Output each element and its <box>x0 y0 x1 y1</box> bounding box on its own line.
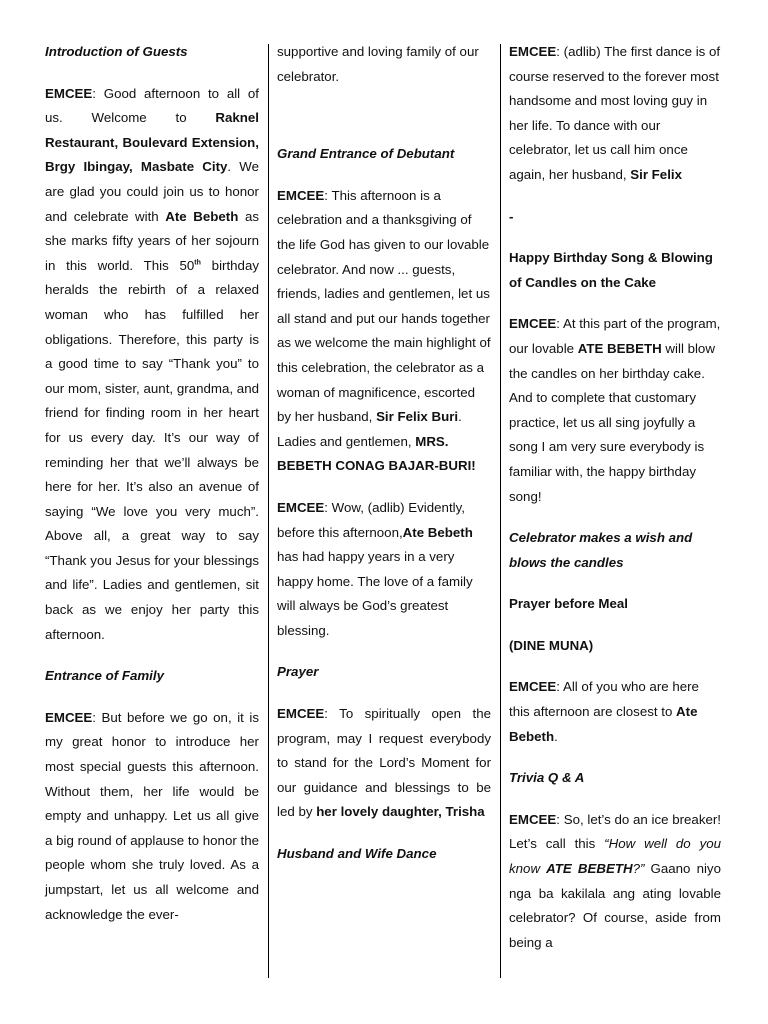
heading-prayer-before-meal: Prayer before Meal <box>509 596 628 612</box>
heading-husband-wife-dance: Husband and Wife Dance <box>277 846 437 862</box>
paragraph-family: EMCEE: But before we go on, it is my great honor to introduce her most special guests this afternoon. Without them, her life would be empty and unhappy. Let us all give a big round of applause to honor the people whom she truly loved. As a jumpstart, let us all welcome and acknowledge the ever- <box>45 709 259 922</box>
celebrator-name: Ate Bebeth <box>509 704 698 744</box>
celebrator-name: Ate Bebeth <box>402 524 473 540</box>
paragraph-happy-home: EMCEE: Wow, (adlib) Evidently, before this afternoon,Ate Bebeth has had happy years in a very happy home. The love of a family will always be God’s greatest blessing. <box>277 499 473 638</box>
ordinal-suffix: th <box>194 259 201 267</box>
column-3 <box>509 40 721 972</box>
column-divider-left <box>268 44 269 978</box>
trivia-title-start: “How well do you know <box>509 836 722 877</box>
paragraph-welcome: EMCEE: Good afternoon to all of us. Welcome to Raknel Restaurant, Boulevard Extension, Brgy Ibingay, Masbate City. We are glad you could join us to honor and celebrate with Ate Bebeth as she marks fifty years of her sojourn in this world. This 50th birthday heralds the rebirth of a relaxed woman who has fulfilled her obligations. Therefore, this party is a good time to say “Thank you” to our mom, sister, aunt, grandma, and friend for finding room in her heart for us every day. It’s our way of reminding her that we’ll always be here for her. It’s also an avenue of saying “We love you very much”. Above all, a great way to say “Thank you Jesus for your blessings and life”. Ladies and gentlemen, sit back as we enjoy her party this afternoon. <box>45 85 259 642</box>
emcee-label: EMCEE <box>509 316 557 332</box>
heading-birthday-song: Happy Birthday Song & Blowing of Candles on the Cake <box>509 250 713 290</box>
paragraph-prayer: EMCEE: To spiritually open the program, may I request everybody to stand for the Lord’s Moment for our guidance and blessings to be led by her lovely daughter, Trisha <box>277 706 491 820</box>
celebrator-full-name: MRS. BEBETH CONAG BAJAR-BURI! <box>277 433 476 474</box>
paragraph-grand-entrance: EMCEE: This afternoon is a celebration and a thanksgiving of the life God has given to our lovable celebrator. And now ... guests, friends, ladies and gentlemen, let us all stand and put our hands together as we welcome the main highlight of this celebration, the celebrator as a woman of magnificence, escorted by her husband, Sir Felix Buri. Ladies and gentlemen, MRS. BEBETH CONAG BAJAR-BURI! <box>277 187 491 474</box>
dash-separator: - <box>509 208 514 224</box>
paragraph-first-dance: EMCEE: (adlib) The first dance is of course reserved to the forever most handsome and most loving guy in her life. To dance with our celebrator, let us call him once again, her husband, Sir Felix <box>509 44 721 182</box>
emcee-label: EMCEE <box>277 499 325 515</box>
emcee-label: EMCEE <box>277 706 325 722</box>
emcee-label: EMCEE <box>509 679 557 695</box>
daughter-name: her lovely daughter, Trisha <box>316 804 485 820</box>
paragraph-trivia: EMCEE: So, let’s do an ice breaker! Let’s call this “How well do you know ATE BEBETH?” Gaano niyo nga ba kakilala ang ating lovable celebrator? Of course, aside from being a <box>509 811 722 950</box>
emcee-label: EMCEE <box>509 811 557 827</box>
heading-trivia: Trivia Q & A <box>509 770 585 786</box>
celebrator-name: ATE BEBETH <box>577 340 662 356</box>
column-1 <box>45 40 259 944</box>
heading-make-a-wish: Celebrator makes a wish and blows the candles <box>509 530 693 570</box>
trivia-title-end: ?” <box>632 861 645 877</box>
paragraph-family-continued: supportive and loving family of our celebrator. <box>277 44 479 84</box>
heading-entrance-of-family: Entrance of Family <box>45 668 164 684</box>
column-2 <box>277 40 491 884</box>
heading-dine-muna: (DINE MUNA) <box>509 637 594 653</box>
venue-name: Raknel Restaurant, Boulevard Extension, Brgy Ibingay, Masbate City <box>45 110 259 175</box>
column-divider-right <box>500 44 501 978</box>
heading-introduction-of-guests: Introduction of Guests <box>45 44 188 59</box>
emcee-label: EMCEE <box>509 44 557 59</box>
emcee-label: EMCEE <box>45 85 93 101</box>
heading-prayer: Prayer <box>277 664 319 680</box>
trivia-title-name: ATE BEBETH <box>546 861 633 877</box>
heading-grand-entrance: Grand Entrance of Debutant <box>277 146 455 162</box>
emcee-label: EMCEE <box>45 709 93 725</box>
paragraph-candles: EMCEE: At this part of the program, our lovable ATE BEBETH will blow the candles on her birthday cake. And to complete that customary practice, let us all sing joyfully a song I am very sure everybody is familiar with, the happy birthday song! <box>509 316 721 504</box>
husband-name: Sir Felix <box>630 166 682 182</box>
paragraph-closest: EMCEE: All of you who are here this afternoon are closest to Ate Bebeth. <box>509 679 699 744</box>
celebrator-name: Ate Bebeth <box>165 208 239 224</box>
husband-name: Sir Felix Buri <box>376 409 459 425</box>
emcee-label: EMCEE <box>277 187 325 203</box>
